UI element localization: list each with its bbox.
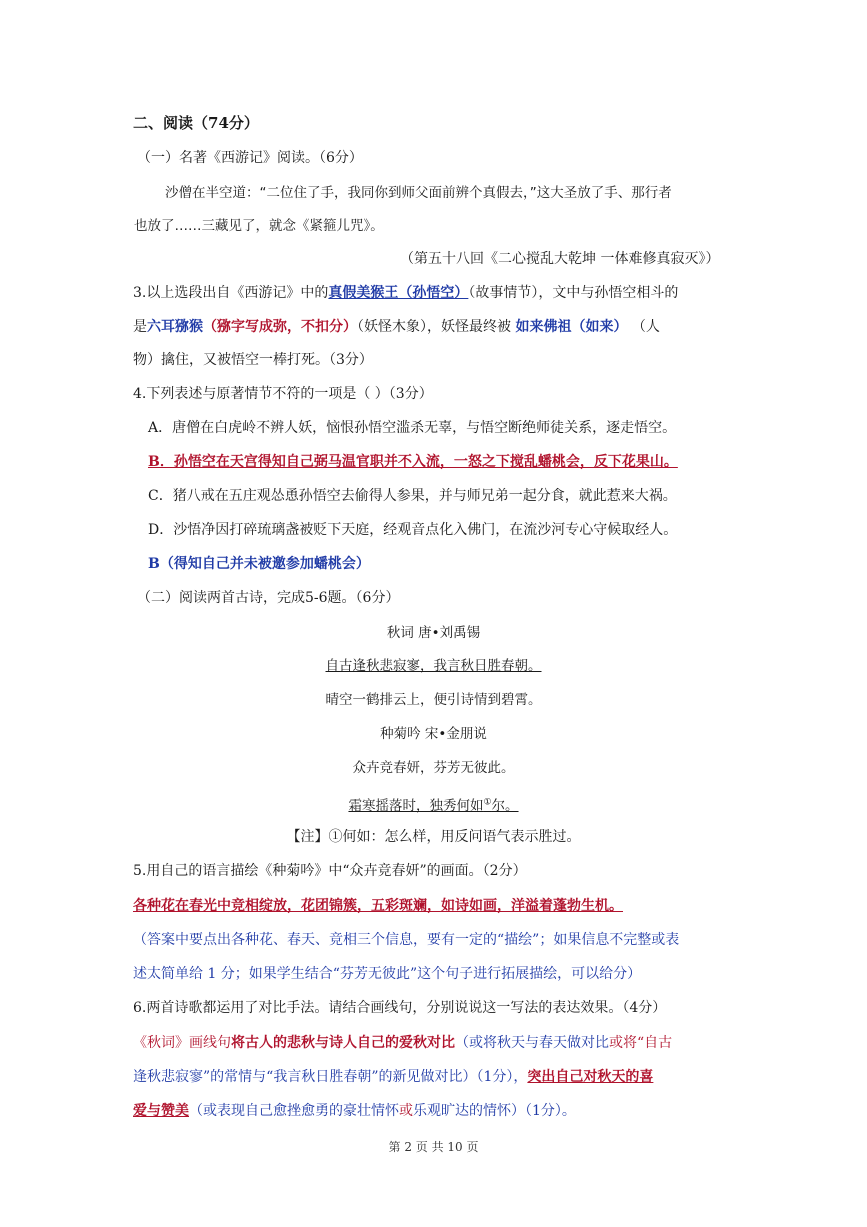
q4-option-d: D．沙悟净因打碎琉璃盏被贬下天庭，经观音点化入佛门，在流沙河专心守候取经人。 xyxy=(148,522,678,538)
q6-l1-a: 《秋词》画线句 xyxy=(133,1035,231,1051)
q3-answer-3: 如来佛祖（如来） xyxy=(515,319,628,335)
q5-note-2: 述太简单给 1 分；如果学生结合“芬芳无彼此”这个句子进行拓展描绘，可以给分） xyxy=(133,966,642,982)
q3-mid-2: （妖怪木象），妖怪最终被 xyxy=(357,319,511,335)
poem2-line-1: 众卉竞春妍，芬芳无彼此。 xyxy=(352,760,515,776)
q4-answer: B（得知自己并未被邀参加蟠桃会） xyxy=(148,556,370,572)
poem2-line-2a: 霜寒摇落时，独秀何如 xyxy=(348,797,484,814)
q3-mid-3: （人 xyxy=(631,319,660,335)
q4-option-c: C．猪八戒在五庄观怂恿孙悟空去偷得人参果，并与师兄弟一起分食，就此惹来大祸。 xyxy=(148,488,677,504)
q6-l3-a: 爱与赞美 xyxy=(133,1103,189,1119)
poem2-line-2b: 尔。 xyxy=(491,797,519,814)
poem2-line-2 xyxy=(0,792,867,816)
footnote-marker: ① xyxy=(483,797,492,807)
q6-l3-c: 或 xyxy=(399,1103,413,1119)
q6-answer-line-2 xyxy=(133,1067,653,1087)
q5-stem: 5.用自己的语言描绘《种菊吟》中“众卉竞春妍”的画面。（2分） xyxy=(133,863,527,879)
q6-answer-line-1 xyxy=(133,1033,672,1053)
poem1-line-2: 晴空一鹤排云上，便引诗情到碧霄。 xyxy=(325,692,542,708)
passage-source: （第五十八回《二心搅乱大乾坤 一体难修真寂灭》） xyxy=(400,251,720,267)
part1-heading: （一）名著《西游记》阅读。（6分） xyxy=(137,150,363,166)
q4-stem: 4.下列表述与原著情节不符的一项是（ ）（3分） xyxy=(133,386,433,402)
q6-l1-c: （或将秋天与春天做对比 xyxy=(455,1035,609,1051)
page-footer: 第 2 页 共 10 页 xyxy=(388,1140,479,1154)
q6-l2-b: 突出自己对秋天的喜 xyxy=(527,1069,654,1085)
q6-answer-line-3 xyxy=(133,1101,576,1121)
q3-line-2 xyxy=(133,317,660,337)
passage-line-1: 沙僧在半空道：“二位住了手，我同你到师父面前辨个真假去，”这大圣放了手、那行者 xyxy=(165,185,672,201)
q3-line2-prefix: 是 xyxy=(133,319,147,335)
q5-answer: 各种花在春光中竞相绽放，花团锦簇，五彩斑斓，如诗如画，洋溢着蓬勃生机。 xyxy=(133,898,623,914)
q6-l1-d: 或将“自古 xyxy=(609,1035,673,1051)
q3-line-1 xyxy=(133,283,678,303)
q3-answer-2-note: （猕字写成弥，不扣分） xyxy=(203,319,357,335)
q6-stem: 6.两首诗歌都运用了对比手法。请结合画线句，分别说说这一写法的表达效果。（4分） xyxy=(133,1000,667,1016)
q6-l1-b: 将古人的悲秋与诗人自己的爱秋对比 xyxy=(231,1035,455,1051)
q3-prefix: 3.以上选段出自《西游记》中的 xyxy=(133,285,329,301)
q6-l3-b: （或表现自己愈挫愈勇的豪壮情怀 xyxy=(189,1103,399,1119)
q3-answer-1: 真假美猴王（孙悟空） xyxy=(328,285,469,301)
part2-heading: （二）阅读两首古诗，完成5-6题。（6分） xyxy=(137,590,400,606)
passage-line-2: 也放了……三藏见了，就念《紧箍儿咒》。 xyxy=(134,218,384,234)
q4-option-b: B．孙悟空在天宫得知自己弼马温官职并不入流，一怒之下搅乱蟠桃会，反下花果山。 xyxy=(148,454,678,470)
q3-line-3: 物）擒住，又被悟空一棒打死。（3分） xyxy=(133,352,373,368)
q5-note-1: （答案中要点出各种花、春天、竞相三个信息，要有一定的“描绘”；如果信息不完整或表 xyxy=(133,932,680,948)
poem1-title: 秋词 唐•刘禹锡 xyxy=(386,625,481,641)
q6-l3-d: 乐观旷达的情怀）（1分）。 xyxy=(413,1103,576,1119)
poem-note: 【注】①何如：怎么样，用反问语气表示胜过。 xyxy=(286,829,581,845)
section-title: 二、阅读（74分） xyxy=(133,114,259,132)
poem2-title: 种菊吟 宋•金朋说 xyxy=(380,726,487,742)
q3-mid-1: （故事情节），文中与孙悟空相斗的 xyxy=(468,285,679,301)
q3-answer-2: 六耳猕猴 xyxy=(147,319,203,335)
q6-l2-a: 逢秋悲寂寥”的常情与“我言秋日胜春朝”的新见做对比）（1分）， xyxy=(133,1069,528,1085)
poem1-line-1: 自古逢秋悲寂寥，我言秋日胜春朝。 xyxy=(325,658,542,674)
q4-option-a: A．唐僧在白虎岭不辨人妖，恼恨孙悟空滥杀无辜，与悟空断绝师徒关系，逐走悟空。 xyxy=(148,420,677,436)
